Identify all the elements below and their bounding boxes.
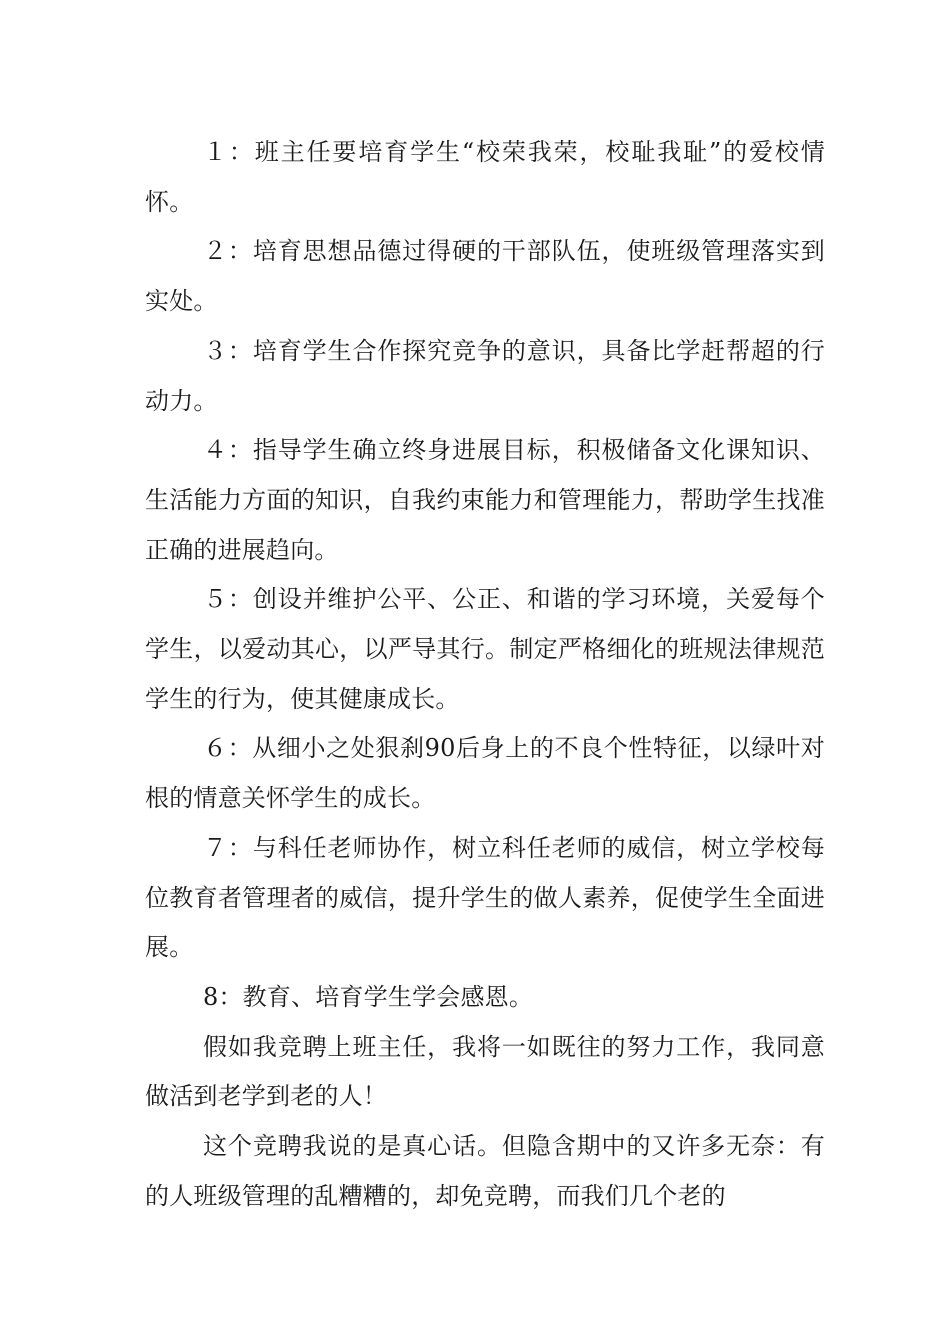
paragraph-item-5: ５：创设并维护公平、公正、和谐的学习环境，关爱每个学生，以爱动其心，以严导其行。制定严格细化的班规法律规范学生的行为，使其健康成长。 — [145, 585, 825, 713]
paragraph-item-8: 8：教育、培育学生学会感恩。 — [203, 982, 534, 1011]
paragraph-item-3: ３：培育学生合作探究竞争的意识，具备比学赶帮超的行动力。 — [145, 336, 825, 415]
paragraph-item-1: １：班主任要培育学生“校荣我荣，校耻我耻”的爱校情怀。 — [145, 138, 825, 216]
paragraph-item-6: ６：从细小之处狠刹90后身上的不良个性特征，以绿叶对根的情意关怀学生的成长。 — [145, 734, 825, 813]
paragraph-item-7: ７：与科任老师协作，树立科任老师的威信，树立学校每位教育者管理者的威信，提升学生的做人素养，促使学生全面进展。 — [145, 833, 825, 962]
paragraph-closing: 这个竞聘我说的是真心话。但隐含期中的又许多无奈：有的人班级管理的乱糟糟的，却免竞聘，而我们几个老的 — [145, 1132, 825, 1210]
paragraph-pledge: 假如我竞聘上班主任，我将一如既往的努力工作，我同意做活到老学到老的人！ — [145, 1032, 825, 1111]
paragraph-item-4: ４：指导学生确立终身进展目标，积极储备文化课知识、生活能力方面的知识，自我约束能力和管理能力，帮助学生找准正确的进展趋向。 — [145, 436, 825, 564]
document-body — [145, 128, 825, 1221]
paragraph-item-2: ２：培育思想品德过得硬的干部队伍，使班级管理落实到实处。 — [145, 237, 825, 316]
